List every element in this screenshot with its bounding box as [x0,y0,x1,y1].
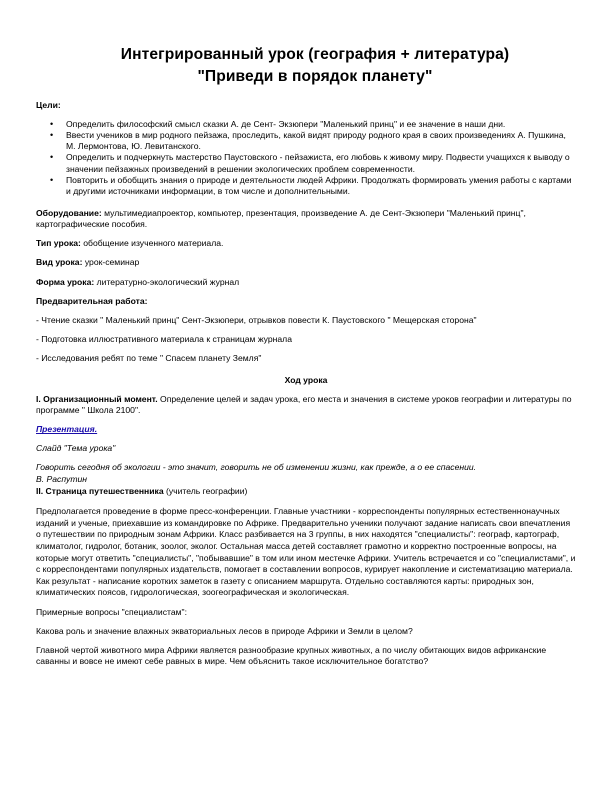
lesson-type-paragraph [36,238,576,250]
prep-item: - Исследования ребят по теме " Спасем планету Земля" [36,352,262,363]
travel-page-paragraph [36,486,576,498]
prep-item: - Подготовка иллюстративного материала к страницам журнала [36,333,292,344]
question-item: Главной чертой животного мира Африки является разнообразие крупных животных, а по числу обитающих видов африканские саванны и вовсе не имеют себе равных в мире. Чем объяснить такое исключительное богатство? [36,644,547,667]
org-moment-paragraph [36,394,576,417]
presentation-paragraph [36,424,576,436]
goals-label: Цели: [36,100,61,110]
org-moment-text: Определение целей и задач урока, его места и значения в системе уроков географии и литературы по программе " Школа 2100". [36,393,572,416]
quote-text: Говорить сегодня об экологии - это значит, говорить не об изменении жизни, как прежде, а о ее спасении. [36,462,477,473]
question-item: Какова роль и значение влажных экваториальных лесов в природе Африки и Земли в целом? [36,625,413,636]
goals-list [36,119,576,198]
lesson-kind-text: урок-семинар [82,257,140,268]
travel-page-label: II. Страница путешественника [36,485,164,496]
quote-author: В. Распутин [36,474,88,485]
title-line-2: "Приведи в порядок планету" [197,68,433,85]
document-page [36,44,576,668]
equipment-text: мультимедиапроектор, компьютер, презентация, произведение А. де Сент-Экзюпери "Маленький принц", картографические пособия. [36,207,526,230]
lesson-type-label: Тип урока: [36,238,81,249]
equipment-label: Оборудование: [36,207,102,218]
goal-item: • Определить и подчеркнуть мастерство Паустовского - пейзажиста, его любовь к живому миру. Подвести учащихся к выводу о значении пейзажных произведений в решении экологических проблем современности. [66,152,576,175]
document-title [54,44,576,88]
lesson-form-text: литературно-экологический журнал [94,276,240,287]
goal-item: • Определить философский смысл сказки А. де Сент- Экзюпери "Маленький принц" и ее значение в наши дни. [66,119,576,130]
questions-intro: Примерные вопросы "специалистам": [36,606,187,617]
prep-label: Предварительная работа: [36,295,148,306]
lesson-kind-label: Вид урока: [36,257,83,268]
goal-item: • Повторить и обобщить знания о природе и деятельности людей Африки. Продолжать формировать умения работы с картами и другими источниками информации, в том числе и дополнительными. [66,175,576,198]
title-line-1: Интегрированный урок (география + литература) [120,46,510,63]
presentation-link[interactable]: Презентация. [36,424,98,435]
lesson-form-label: Форма урока: [36,276,95,287]
org-moment-label: I. Организационный момент. [36,393,158,404]
goal-item: • Ввести учеников в мир родного пейзажа, проследить, какой видят природу родного края в своих произведениях А. Пушкина, М. Лермонтова, Ю. Левитанского. [66,130,576,153]
slide-caption: Слайд "Тема урока" [36,443,116,454]
lesson-kind-paragraph [36,257,576,269]
course-heading: Ход урока [284,374,328,385]
lesson-form-paragraph [36,277,576,289]
prep-item: - Чтение сказки " Маленький принц" Сент-Экзюпери, отрывков повести К. Паустовского " Мещерская сторона" [36,314,477,325]
equipment-paragraph [36,208,576,231]
travel-page-text: (учитель географии) [163,485,248,496]
travel-description: Предполагается проведение в форме пресс-конференции. Главные участники - корреспонденты популярных естественнонаучных изданий и ученые, приехавшие из командировке по Африке. Предварительно ученики получают задание написать свои впечатления о путешествии по природным зонам Африки. Класс разбивается на 3 группы, в них находятся "специалисты": географ, картограф, климатолог, гидролог, ботаник, зоолог, эколог. Остальная масса детей составляет грамотно и корректно построенные вопросы, на которые могут ответить "специалисты", "побывавшие" в том или ином местечке Африки. Учитель встречается и со "специалистами", и с корреспондентами популярных издательств, помогает в составлении вопросов, курирует накопление и систематизацию материала. Как результат - написание коротких заметок в газету с описанием маршрута. Отдельно составляются карты: природных зон, климатических поясов, гидрологическая, зоогеографическая и экологическая. [36,506,576,598]
lesson-type-text: обобщение изученного материала. [80,238,224,249]
